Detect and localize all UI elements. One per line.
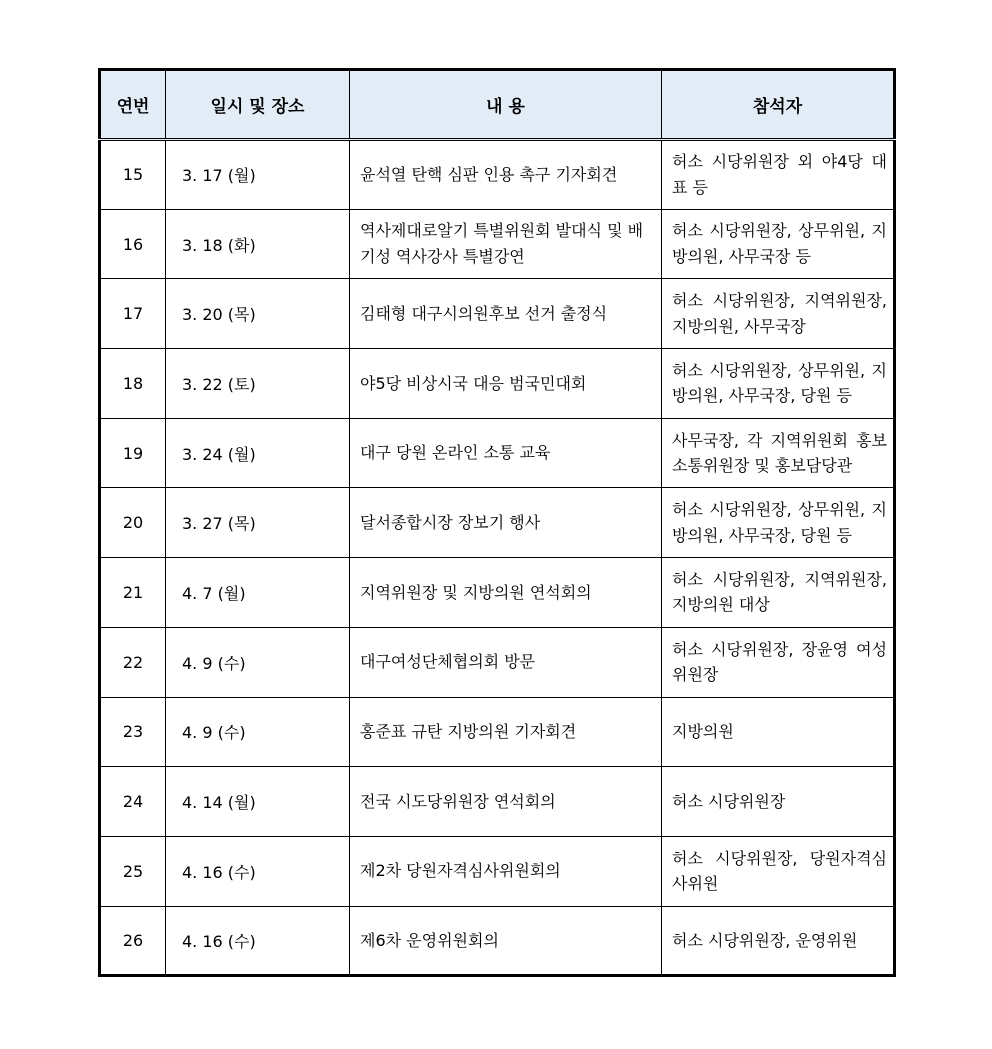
cell-attendees: 허소 시당위원장, 상무위원, 지방의원, 사무국장 등 [662, 209, 895, 279]
cell-attendees: 허소 시당위원장, 상무위원, 지방의원, 사무국장, 당원 등 [662, 349, 895, 419]
cell-num: 16 [100, 209, 166, 279]
cell-attendees: 지방의원 [662, 697, 895, 767]
cell-date: 4. 7 (월) [166, 558, 350, 628]
header-row [100, 70, 895, 140]
cell-content: 제2차 당원자격심사위원회의 [350, 836, 662, 906]
cell-num: 26 [100, 906, 166, 976]
cell-date: 4. 16 (수) [166, 836, 350, 906]
cell-content: 달서종합시장 장보기 행사 [350, 488, 662, 558]
table-row [100, 767, 895, 837]
table-row [100, 209, 895, 279]
schedule-table-wrapper [98, 68, 896, 977]
cell-attendees: 허소 시당위원장, 상무위원, 지방의원, 사무국장, 당원 등 [662, 488, 895, 558]
table-row [100, 558, 895, 628]
cell-content: 홍준표 규탄 지방의원 기자회견 [350, 697, 662, 767]
cell-num: 17 [100, 279, 166, 349]
table-row [100, 349, 895, 419]
cell-num: 15 [100, 140, 166, 210]
cell-content: 김태형 대구시의원후보 선거 출정식 [350, 279, 662, 349]
cell-num: 25 [100, 836, 166, 906]
cell-attendees: 허소 시당위원장 외 야4당 대표 등 [662, 140, 895, 210]
cell-attendees: 허소 시당위원장, 지역위원장, 지방의원, 사무국장 [662, 279, 895, 349]
cell-date: 4. 14 (월) [166, 767, 350, 837]
table-row [100, 906, 895, 976]
table-body [100, 140, 895, 976]
cell-date: 4. 9 (수) [166, 627, 350, 697]
table-row [100, 418, 895, 488]
cell-content: 전국 시도당위원장 연석회의 [350, 767, 662, 837]
cell-content: 대구 당원 온라인 소통 교육 [350, 418, 662, 488]
cell-content: 대구여성단체협의회 방문 [350, 627, 662, 697]
cell-attendees: 허소 시당위원장, 지역위원장, 지방의원 대상 [662, 558, 895, 628]
cell-num: 20 [100, 488, 166, 558]
header-num: 연번 [100, 70, 166, 140]
cell-date: 3. 18 (화) [166, 209, 350, 279]
cell-date: 3. 20 (목) [166, 279, 350, 349]
cell-content: 야5당 비상시국 대응 범국민대회 [350, 349, 662, 419]
table-row [100, 836, 895, 906]
cell-num: 24 [100, 767, 166, 837]
cell-date: 3. 17 (월) [166, 140, 350, 210]
cell-num: 21 [100, 558, 166, 628]
header-date: 일시 및 장소 [166, 70, 350, 140]
cell-content: 역사제대로알기 특별위원회 발대식 및 배기성 역사강사 특별강연 [350, 209, 662, 279]
cell-num: 18 [100, 349, 166, 419]
table-header [100, 70, 895, 140]
cell-date: 3. 24 (월) [166, 418, 350, 488]
table-row [100, 279, 895, 349]
header-attendees: 참석자 [662, 70, 895, 140]
cell-num: 23 [100, 697, 166, 767]
cell-content: 윤석열 탄핵 심판 인용 촉구 기자회견 [350, 140, 662, 210]
table-row [100, 488, 895, 558]
cell-attendees: 허소 시당위원장, 장윤영 여성위원장 [662, 627, 895, 697]
cell-date: 3. 22 (토) [166, 349, 350, 419]
cell-attendees: 허소 시당위원장, 당원자격심사위원 [662, 836, 895, 906]
cell-attendees: 사무국장, 각 지역위원회 홍보소통위원장 및 홍보담당관 [662, 418, 895, 488]
table-row [100, 697, 895, 767]
cell-date: 4. 9 (수) [166, 697, 350, 767]
schedule-table [98, 68, 896, 977]
cell-date: 3. 27 (목) [166, 488, 350, 558]
cell-attendees: 허소 시당위원장 [662, 767, 895, 837]
cell-content: 지역위원장 및 지방의원 연석회의 [350, 558, 662, 628]
cell-date: 4. 16 (수) [166, 906, 350, 976]
header-content: 내 용 [350, 70, 662, 140]
cell-attendees: 허소 시당위원장, 운영위원 [662, 906, 895, 976]
cell-content: 제6차 운영위원회의 [350, 906, 662, 976]
table-row [100, 140, 895, 210]
table-row [100, 627, 895, 697]
cell-num: 19 [100, 418, 166, 488]
cell-num: 22 [100, 627, 166, 697]
